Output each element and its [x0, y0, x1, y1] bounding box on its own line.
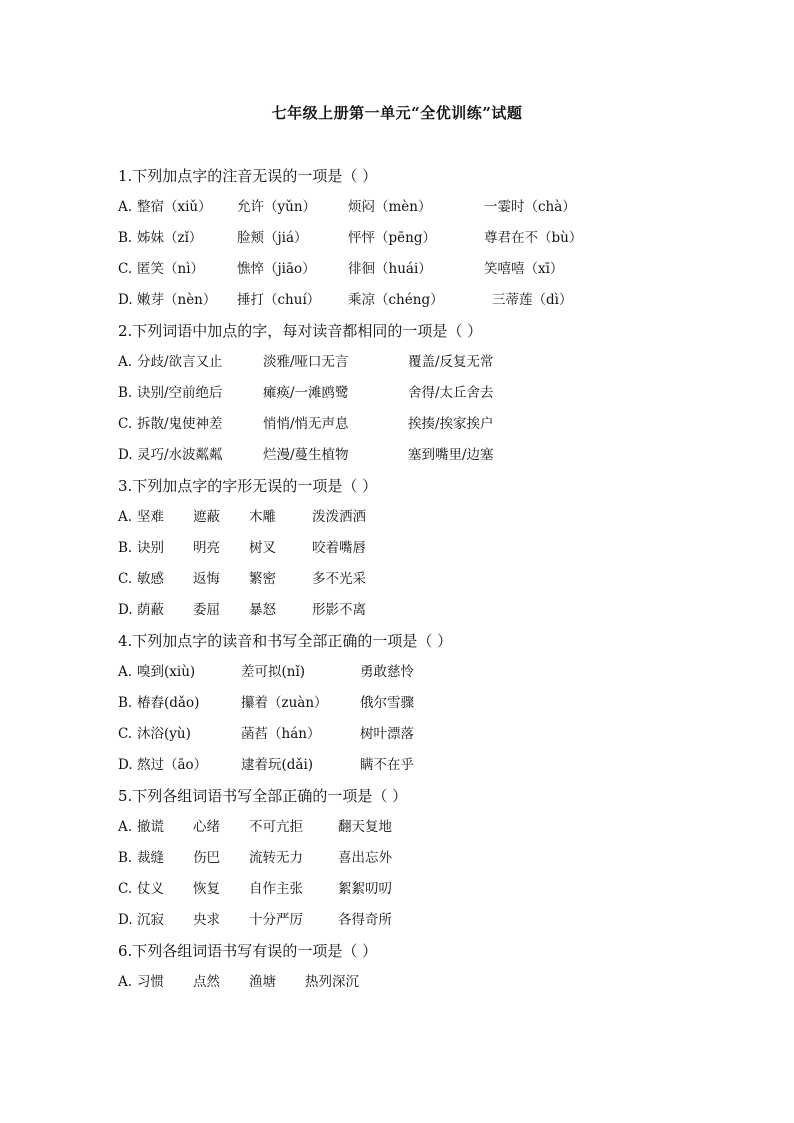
question-stem: 4.下列加点字的读音和书写全部正确的一项是（ ）: [118, 632, 453, 650]
option-item: 伤巴: [193, 850, 220, 866]
option-item: 点然: [193, 974, 220, 990]
option-a: [118, 816, 738, 838]
question-stem: 5.下列各组词语书写全部正确的一项是（ ）: [118, 787, 408, 805]
option-label: B.: [118, 695, 133, 711]
option-item: 嫩芽（nèn）: [137, 292, 217, 308]
option-item: 裁缝: [137, 850, 164, 866]
option-item: 翻天复地: [338, 819, 392, 835]
option-item: 脸颊（jiá）: [237, 230, 308, 246]
option-a: [118, 661, 738, 683]
option-item: 一霎时（chà）: [484, 199, 576, 215]
option-item: 恢复: [193, 881, 220, 897]
option-label: B.: [118, 850, 133, 866]
option-item: 咬着嘴唇: [312, 540, 366, 556]
option-d: [118, 754, 738, 776]
option-item: 挨揍/挨家挨户: [408, 416, 494, 432]
option-label: B.: [118, 230, 133, 246]
option-item: 习惯: [137, 974, 164, 990]
option-a: [118, 196, 738, 218]
option-label: D.: [118, 602, 133, 618]
option-item: 明亮: [193, 540, 220, 556]
question-stem: 1.下列加点字的注音无误的一项是（ ）: [118, 167, 378, 185]
option-item: 菡萏（hán）: [241, 726, 321, 742]
option-item: 敏感: [137, 571, 164, 587]
option-item: 三蒂莲（dì）: [492, 292, 573, 308]
question-5: [118, 785, 738, 931]
option-label: D.: [118, 447, 133, 463]
option-item: 覆盖/反复无常: [408, 354, 494, 370]
option-label: D.: [118, 292, 133, 308]
option-item: 暴怒: [249, 602, 276, 618]
option-a: [118, 506, 738, 528]
option-label: C.: [118, 416, 133, 432]
option-c: [118, 413, 738, 435]
option-item: 渔塘: [249, 974, 276, 990]
option-item: 姊妹（zǐ）: [137, 230, 203, 246]
option-d: [118, 289, 738, 311]
option-item: 怦怦（pēng）: [348, 230, 436, 246]
option-item: 勇敢慈怜: [360, 664, 414, 680]
option-item: 不可亢拒: [249, 819, 303, 835]
question-2: [118, 320, 738, 466]
option-item: 委屈: [193, 602, 220, 618]
option-item: 分歧/欲言又止: [137, 354, 223, 370]
option-item: 返悔: [193, 571, 220, 587]
option-item: 诀别/空前绝后: [137, 385, 223, 401]
option-item: 徘徊（huái）: [348, 261, 432, 277]
option-item: 荫蔽: [137, 602, 164, 618]
option-label: A.: [118, 664, 133, 680]
option-item: 塞到嘴里/边塞: [408, 447, 494, 463]
option-item: 瞒不在乎: [360, 757, 414, 773]
option-item: 树叶漂落: [360, 726, 414, 742]
option-item: 俄尔雪骤: [360, 695, 414, 711]
option-label: A.: [118, 509, 133, 525]
option-item: 嗅到(xiù): [137, 664, 196, 680]
option-item: 沐浴(yù): [137, 726, 191, 742]
option-item: 攥着（zuàn）: [241, 695, 328, 711]
option-item: 烦闷（mèn）: [348, 199, 432, 215]
option-item: 流转无力: [249, 850, 303, 866]
option-label: A.: [118, 819, 133, 835]
option-item: 笑嘻嘻（xī）: [484, 261, 564, 277]
question-6: [118, 940, 738, 993]
question-stem: 2.下列词语中加点的字，每对读音都相同的一项是（ ）: [118, 322, 483, 340]
option-item: 熬过（āo）: [137, 757, 208, 773]
option-item: 匿笑（nì）: [137, 261, 205, 277]
option-item: 逮着玩(dǎi): [241, 757, 314, 773]
option-c: [118, 878, 738, 900]
option-label: A.: [118, 199, 133, 215]
option-item: 舍得/太丘舍去: [408, 385, 494, 401]
option-label: D.: [118, 757, 133, 773]
option-c: [118, 568, 738, 590]
option-item: 泼泼洒洒: [312, 509, 366, 525]
option-b: [118, 692, 738, 714]
option-item: 尊君在不（bù）: [484, 230, 583, 246]
option-item: 繁密: [249, 571, 276, 587]
option-item: 憔悴（jiāo）: [237, 261, 316, 277]
option-label: C.: [118, 726, 133, 742]
option-item: 形影不离: [312, 602, 366, 618]
option-item: 允许（yǔn）: [237, 199, 317, 215]
option-item: 热列深沉: [305, 974, 359, 990]
option-item: 撤谎: [137, 819, 164, 835]
option-item: 仗义: [137, 881, 164, 897]
option-c: [118, 258, 738, 280]
option-label: C.: [118, 261, 133, 277]
option-item: 心绪: [193, 819, 220, 835]
question-4: [118, 630, 738, 776]
option-item: 絮絮叨叨: [338, 881, 392, 897]
option-item: 瘫痪/一滩鸥鹭: [263, 385, 349, 401]
option-item: 淡雅/哑口无言: [263, 354, 349, 370]
option-a: [118, 971, 738, 993]
question-3: [118, 475, 738, 621]
option-item: 各得奇所: [338, 912, 392, 928]
option-label: A.: [118, 974, 133, 990]
question-list: [118, 163, 738, 1002]
question-stem: 3.下列加点字的字形无误的一项是（ ）: [118, 477, 378, 495]
option-item: 差可拟(nǐ): [241, 664, 306, 680]
option-label: D.: [118, 912, 133, 928]
option-label: B.: [118, 385, 133, 401]
option-item: 沉寂: [137, 912, 164, 928]
option-item: 乘凉（chéng）: [348, 292, 444, 308]
option-b: [118, 537, 738, 559]
option-item: 烂漫/蔓生植物: [263, 447, 349, 463]
option-c: [118, 723, 738, 745]
option-item: 木雕: [249, 509, 276, 525]
option-label: C.: [118, 571, 133, 587]
option-d: [118, 599, 738, 621]
page-title: 七年级上册第一单元“全优训练”试题: [271, 104, 523, 122]
option-item: 遮蔽: [193, 509, 220, 525]
option-b: [118, 227, 738, 249]
option-b: [118, 847, 738, 869]
option-item: 悄悄/悄无声息: [263, 416, 349, 432]
option-label: B.: [118, 540, 133, 556]
option-item: 十分严厉: [249, 912, 303, 928]
option-d: [118, 909, 738, 931]
option-item: 整宿（xiǔ）: [137, 199, 212, 215]
option-label: C.: [118, 881, 133, 897]
option-item: 诀别: [137, 540, 164, 556]
option-label: A.: [118, 354, 133, 370]
option-item: 坚难: [137, 509, 164, 525]
option-item: 央求: [193, 912, 220, 928]
question-stem: 6.下列各组词语书写有误的一项是（ ）: [118, 942, 378, 960]
option-item: 椿舂(dǎo): [137, 695, 200, 711]
option-b: [118, 382, 738, 404]
option-item: 喜出忘外: [338, 850, 392, 866]
option-item: 捶打（chuí）: [237, 292, 321, 308]
option-d: [118, 444, 738, 466]
option-a: [118, 351, 738, 373]
option-item: 多不光采: [312, 571, 366, 587]
question-1: [118, 165, 738, 311]
option-item: 自作主张: [249, 881, 303, 897]
option-item: 拆散/鬼使神差: [137, 416, 223, 432]
option-item: 灵巧/水波粼粼: [137, 447, 223, 463]
option-item: 树叉: [249, 540, 276, 556]
